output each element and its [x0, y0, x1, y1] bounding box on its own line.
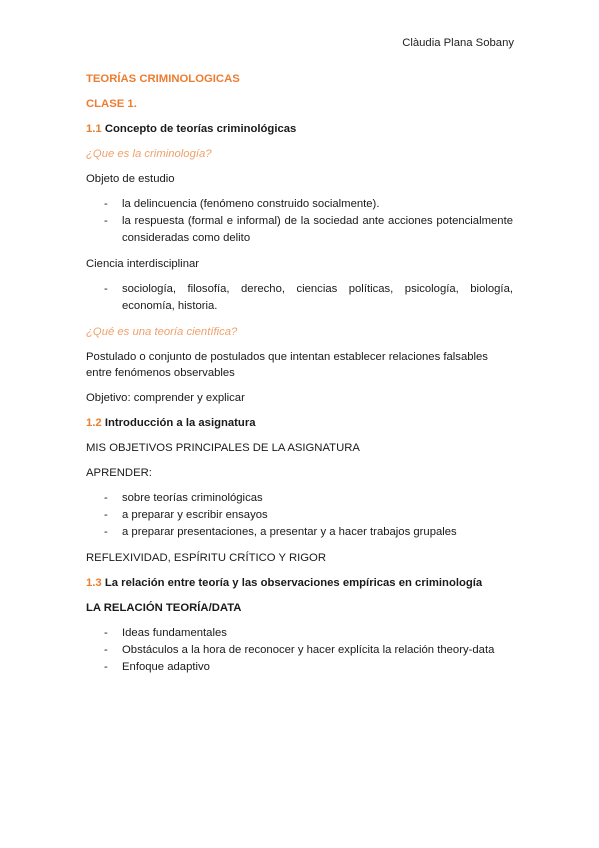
ciencia-label: Ciencia interdisciplinar [86, 258, 200, 270]
section-heading-1-3 [86, 575, 513, 591]
class-label: CLASE 1. [86, 98, 137, 110]
question-teoria-cientifica: ¿Qué es una teoría científica? [86, 326, 238, 338]
list-item: - la respuesta (formal e informal) de la sociedad ante acciones potencialmente consideradas como delito [104, 215, 513, 244]
list-item: - Ideas fundamentales [86, 625, 513, 642]
list-item: - a preparar presentaciones, a presentar y a hacer trabajos grupales [86, 524, 513, 541]
list-item: - Obstáculos a la hora de reconocer y hacer explícita la relación theory-data [86, 642, 513, 659]
section-heading-1-2 [86, 415, 513, 431]
objeto-list [86, 196, 513, 247]
postulado-paragraph: Postulado o conjunto de postulados que intentan establecer relaciones falsables entre fenómenos observables [86, 351, 488, 379]
dash-bullet: - [104, 198, 108, 210]
section-number: 1.2 [86, 417, 102, 429]
relacion-list [86, 625, 513, 676]
section-title: La relación entre teoría y las observaciones empíricas en criminología [104, 577, 483, 589]
section-number: 1.3 [86, 577, 102, 589]
relacion-heading: LA RELACIÓN TEORÍA/DATA [86, 602, 242, 614]
objetivo-paragraph: Objetivo: comprender y explicar [86, 392, 245, 404]
list-item: - a preparar y escribir ensayos [86, 507, 513, 524]
list-item: - sociología, filosofía, derecho, ciencias políticas, psicología, biología, economía, historia. [104, 283, 513, 312]
section-title: Introducción a la asignatura [104, 417, 256, 429]
reflexividad-line: REFLEXIVIDAD, ESPÍRITU CRÍTICO Y RIGOR [86, 552, 326, 564]
aprender-list [86, 490, 513, 541]
document-title: TEORÍAS CRIMINOLOGICAS [86, 73, 240, 85]
question-criminologia: ¿Que es la criminología? [86, 148, 212, 160]
objeto-label: Objeto de estudio [86, 173, 175, 185]
dash-bullet: - [104, 661, 108, 673]
section-number: 1.1 [86, 123, 102, 135]
mis-objetivos: MIS OBJETIVOS PRINCIPALES DE LA ASIGNATURA [86, 442, 360, 454]
dash-bullet: - [104, 509, 108, 521]
dash-bullet: - [104, 492, 108, 504]
ciencia-list [86, 281, 513, 315]
dash-bullet: - [104, 526, 108, 538]
dash-bullet: - [104, 627, 108, 639]
aprender-label: APRENDER: [86, 467, 152, 479]
list-item: - sobre teorías criminológicas [86, 490, 513, 507]
dash-bullet: - [104, 283, 108, 295]
section-title: Concepto de teorías criminológicas [104, 123, 297, 135]
document-body [86, 71, 513, 685]
list-item: - la delincuencia (fenómeno construido socialmente). [86, 196, 513, 213]
author-name: Clàudia Plana Sobany [402, 37, 514, 49]
section-heading-1-1 [86, 121, 513, 137]
list-item: - Enfoque adaptivo [86, 659, 513, 676]
dash-bullet: - [104, 644, 108, 656]
dash-bullet: - [104, 215, 108, 227]
